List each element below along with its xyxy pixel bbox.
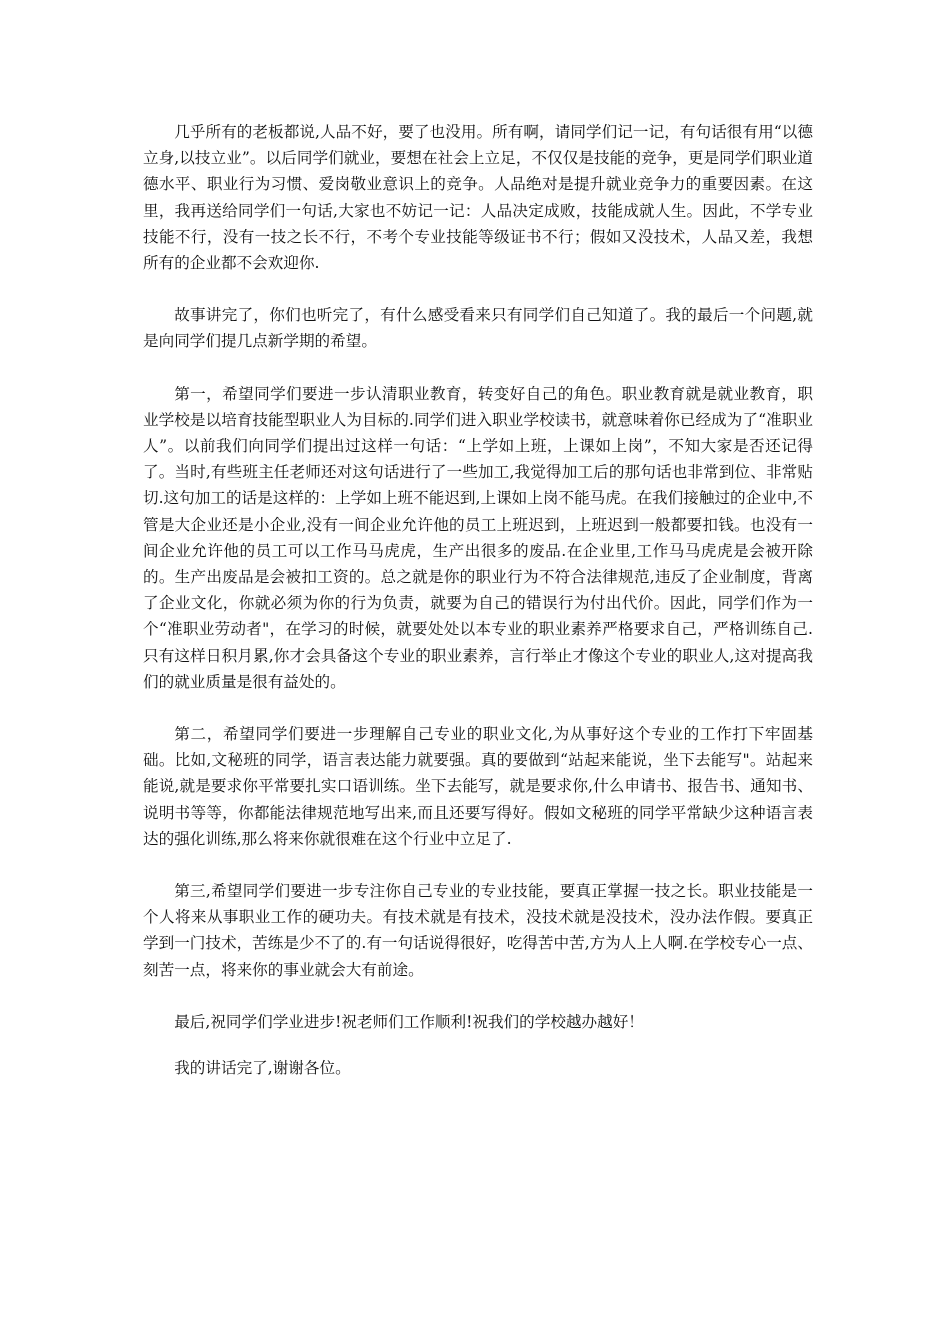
document-page [143,119,813,1101]
paragraph-hope-third: 第三,希望同学们要进一步专注你自己专业的专业技能，要真正掌握一技之长。职业技能是一个人将来从事职业工作的硬功夫。有技术就是有技术，没技术就是没技术，没办法作假。要真正学到一门技术，苦练是少不了的.有一句话说得很好，吃得苦中苦,方为人上人啊.在学校专心一点、刻苦一点，将来你的事业就会大有前途。 [143,882,813,979]
paragraph-thanks: 我的讲话完了,谢谢各位。 [174,1059,351,1078]
paragraph-closing-wishes: 最后,祝同学们学业进步!祝老师们工作顺利!祝我们的学校越办越好！ [174,1012,644,1031]
paragraph-character: 几乎所有的老板都说,人品不好，要了也没用。所有啊，请同学们记一记，有句话很有用“以德立身,以技立业”。以后同学们就业，要想在社会上立足，不仅仅是技能的竞争，更是同学们职业道德水平、职业行为习惯、爱岗敬业意识上的竞争。人品绝对是提升就业竞争力的重要因素。在这里，我再送给同学们一句话,大家也不妨记一记：人品决定成败，技能成就人生。因此，不学专业技能不行，没有一技之长不行，不考个专业技能等级证书不行；假如又没技术，人品又差，我想所有的企业都不会欢迎你. [143,123,813,273]
paragraph-hope-second: 第二，希望同学们要进一步理解自己专业的职业文化,为从事好这个专业的工作打下牢固基础。比如,文秘班的同学，语言表达能力就要强。真的要做到“站起来能说，坐下去能写"。站起来能说,就是要求你平常要扎实口语训练。坐下去能写，就是要求你,什么申请书、报告书、通知书、说明书等等，你都能法律规范地写出来,而且还要写得好。假如文秘班的同学平常缺少这种语言表达的强化训练,那么将来你就很难在这个行业中立足了. [143,725,813,848]
paragraph-hope-first: 第一，希望同学们要进一步认清职业教育，转变好自己的角色。职业教育就是就业教育，职业学校是以培育技能型职业人为目标的.同学们进入职业学校读书，就意味着你已经成为了“准职业人”。以前我们向同学们提出过这样一句话：“上学如上班，上课如上岗”，不知大家是否还记得了。当时,有些班主任老师还对这句话进行了一些加工,我觉得加工后的那句话也非常到位、非常贴切.这句加工的话是这样的：上学如上班不能迟到,上课如上岗不能马虎。在我们接触过的企业中,不管是大企业还是小企业,没有一间企业允许他的员工上班迟到，上班迟到一般都要扣钱。也没有一间企业允许他的员工可以工作马马虎虎，生产出很多的废品.在企业里,工作马马虎虎是会被开除的。生产出废品是会被扣工资的。总之就是你的职业行为不符合法律规范,违反了企业制度，背离了企业文化，你就必须为你的行为负责，就要为自己的错误行为付出代价。因此，同学们作为一个“准职业劳动者"，在学习的时候，就要处处以本专业的职业素养严格要求自己，严格训练自己.只有这样日积月累,你才会具备这个专业的职业素养，言行举止才像这个专业的职业人,这对提高我们的就业质量是很有益处的。 [143,384,813,691]
paragraph-transition: 故事讲完了，你们也听完了，有什么感受看来只有同学们自己知道了。我的最后一个问题,就是向同学们提几点新学期的希望。 [143,306,813,351]
